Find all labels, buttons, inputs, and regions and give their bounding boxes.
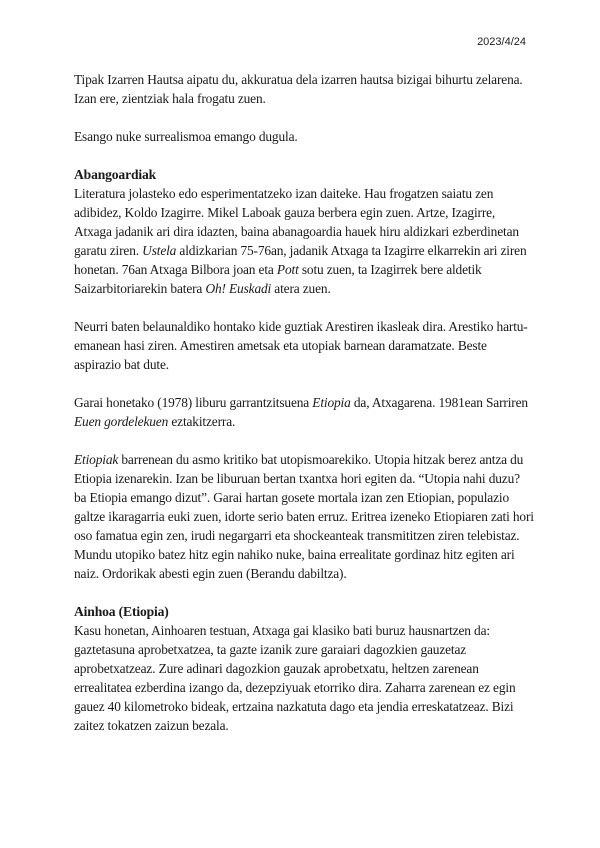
- abangoardiak-paragraph-2: Neurri baten belaunaldiko hontako kide guztiak Arestiren ikasleak dira. Arestiko hartu-emanean hasi ziren. Amestiren ametsak eta utopiak barnean daramatzate. Beste aspirazio bat dute.: [74, 319, 528, 372]
- abangoardiak-paragraph-3: Garai honetako (1978) liburu garrantzitsuena Etiopia da, Atxagarena. 1981ean Sarriren Euen gordelekuen eztakitzerra.: [74, 395, 528, 429]
- heading-abangoardiak: Abangoardiak: [74, 167, 157, 182]
- title-pott: Pott: [276, 262, 299, 277]
- heading-ainhoa: Ainhoa (Etiopia): [74, 604, 169, 619]
- document-body: [74, 70, 534, 754]
- document-date: 2023/4/24: [477, 36, 526, 48]
- intro-paragraph-1: Tipak Izarren Hautsa aipatu du, akkuratua dela izarren hautsa bizigai bihurtu zelarena. Izan ere, zientziak hala frogatu zuen.: [74, 72, 523, 106]
- title-etiopiak: Etiopiak: [74, 452, 119, 467]
- title-euen-gordelekuen: Euen gordelekuen: [74, 414, 169, 429]
- title-ustela: Ustela: [142, 243, 177, 258]
- intro-paragraph-2: Esango nuke surrealismoa emango dugula.: [74, 129, 298, 144]
- title-oh-euskadi: Oh! Euskadi: [205, 281, 272, 296]
- title-etiopia: Etiopia: [312, 395, 351, 410]
- abangoardiak-paragraph-1: Literatura jolasteko edo esperimentatzeko izan daiteke. Hau frogatzen saiatu zen adibidez, Koldo Izagirre. Mikel Laboak gauza berbera egin zuen. Artze, Izagirre, Atxaga jadanik ari dira idazten, baina abanagoardia hauek hiru aldizkari ezberdinetan garatu ziren. Ustela aldizkarian 75-76an, jadanik Atxaga ta Izagirre elkarrekin ari ziren honetan. 76an Atxaga Bilbora joan eta Pott sotu zuen, ta Izagirrek bere aldetik Saizarbitoriarekin batera Oh! Euskadi atera zuen.: [74, 186, 527, 296]
- abangoardiak-paragraph-4: Etiopiak barrenean du asmo kritiko bat utopismoarekiko. Utopia hitzak berez antza du Etiopia izenarekin. Izan be liburuan bertan txantxa hori egiten da. “Utopia nahi duzu? ba Etiopia emango dizut”. Garai hartan gosete mortala izan zen Etiopian, populazio galtze ikaragarria euki zuen, idorte serio baten erruz. Eritrea izeneko Etiopiaren zati hori oso famatua egin zen, irudi negargarri eta shockeanteak transmititzen ziren telebistaz. Mundu utopiko batez hitz egin nahiko nuke, baina errealitate gordinaz hitz egiten ari naiz. Ordorikak abesti egin zuen (Berandu dabiltza).: [74, 452, 534, 581]
- ainhoa-paragraph-1: Kasu honetan, Ainhoaren testuan, Atxaga gai klasiko bati buruz hausnartzen da: gaztetasuna aprobetxatzea, ta gazte izanik zure garaiari dagozkien gauzetaz aprobetxatzeaz. Zure adinari dagozkion gauzak aprobetxatu, heltzen zarenean errealitatea ezberdina izango da, dezepziyuak etorriko dira. Zaharra zarenean ez egin gauez 40 kilometroko bideak, ertzaina nazkatuta dago eta jendia erreskatatzeaz. Bizi zaitez tokatzen zaizun bezala.: [74, 623, 516, 733]
